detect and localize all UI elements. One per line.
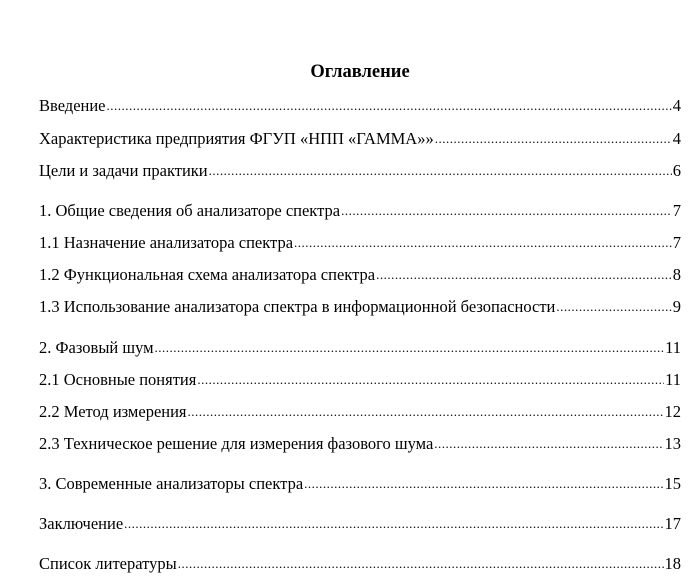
toc-entry-section-2-3[interactable] xyxy=(39,433,681,456)
toc-entry-page: 7 xyxy=(672,201,681,220)
toc-entry-references[interactable] xyxy=(39,553,681,576)
toc-dot-leader xyxy=(178,553,664,575)
toc-entry-label: 2.1 Основные понятия xyxy=(39,370,197,389)
toc-dot-leader xyxy=(304,473,663,495)
toc-entry-label: Список литературы xyxy=(39,554,177,573)
toc-entry-conclusion[interactable] xyxy=(39,513,681,536)
toc-entry-label: 1.3 Использование анализатора спектра в информационной безопасности xyxy=(39,297,556,316)
toc-dot-leader xyxy=(188,401,664,423)
toc-entry-goals[interactable] xyxy=(39,160,681,183)
toc-entry-page: 11 xyxy=(665,370,681,389)
toc-entry-label: Характеристика предприятия ФГУП «НПП «ГАММА»» xyxy=(39,129,434,148)
toc-title: Оглавление xyxy=(310,62,410,82)
toc-entry-label: 2.3 Техническое решение для измерения фазового шума xyxy=(39,434,434,453)
toc-entry-label: Заключение xyxy=(39,514,124,533)
toc-entry-section-2-1[interactable] xyxy=(39,369,681,392)
toc-entry-page: 12 xyxy=(664,402,681,421)
toc-dot-leader xyxy=(209,160,672,182)
toc-entry-label: 1.1 Назначение анализатора спектра xyxy=(39,233,294,252)
toc-entry-page: 8 xyxy=(672,265,681,284)
toc-entry-label: Цели и задачи практики xyxy=(39,161,208,180)
toc-entry-page: 4 xyxy=(672,129,681,148)
toc-entry-page: 9 xyxy=(672,297,681,316)
toc-entry-label: 2.2 Метод измерения xyxy=(39,402,187,421)
toc-entry-section-2[interactable] xyxy=(39,337,681,360)
toc-dot-leader xyxy=(107,95,672,117)
toc-entry-page: 6 xyxy=(672,161,681,180)
toc-entry-page: 13 xyxy=(664,434,681,453)
toc-dot-leader xyxy=(434,433,663,455)
toc-entry-label: 2. Фазовый шум xyxy=(39,338,154,357)
toc-dot-leader xyxy=(341,200,672,222)
toc-entry-label: Введение xyxy=(39,96,106,115)
toc-entry-section-2-2[interactable] xyxy=(39,401,681,424)
toc-dot-leader xyxy=(376,264,672,286)
toc-dot-leader xyxy=(197,369,664,391)
toc-entry-label: 1.2 Функциональная схема анализатора спектра xyxy=(39,265,376,284)
toc-dot-leader xyxy=(294,232,672,254)
toc-dot-leader xyxy=(556,296,671,318)
toc-entry-section-1-1[interactable] xyxy=(39,232,681,255)
toc-dot-leader xyxy=(435,128,672,150)
toc-dot-leader xyxy=(124,513,663,535)
toc-entry-section-1[interactable] xyxy=(39,200,681,223)
toc-entry-enterprise[interactable] xyxy=(39,128,681,151)
toc-entry-section-1-3[interactable] xyxy=(39,296,681,319)
toc-entry-section-3[interactable] xyxy=(39,473,681,496)
toc-entry-page: 17 xyxy=(664,514,681,533)
toc-dot-leader xyxy=(155,337,665,359)
toc-entry-label: 3. Современные анализаторы спектра xyxy=(39,474,304,493)
toc-entry-introduction[interactable] xyxy=(39,95,681,118)
toc-entry-label: 1. Общие сведения об анализаторе спектра xyxy=(39,201,341,220)
toc-entry-page: 7 xyxy=(672,233,681,252)
toc-entry-section-1-2[interactable] xyxy=(39,264,681,287)
toc-entry-page: 4 xyxy=(672,96,681,115)
toc-entry-page: 18 xyxy=(664,554,681,573)
toc-entry-page: 11 xyxy=(665,338,681,357)
toc-entry-page: 15 xyxy=(664,474,681,493)
